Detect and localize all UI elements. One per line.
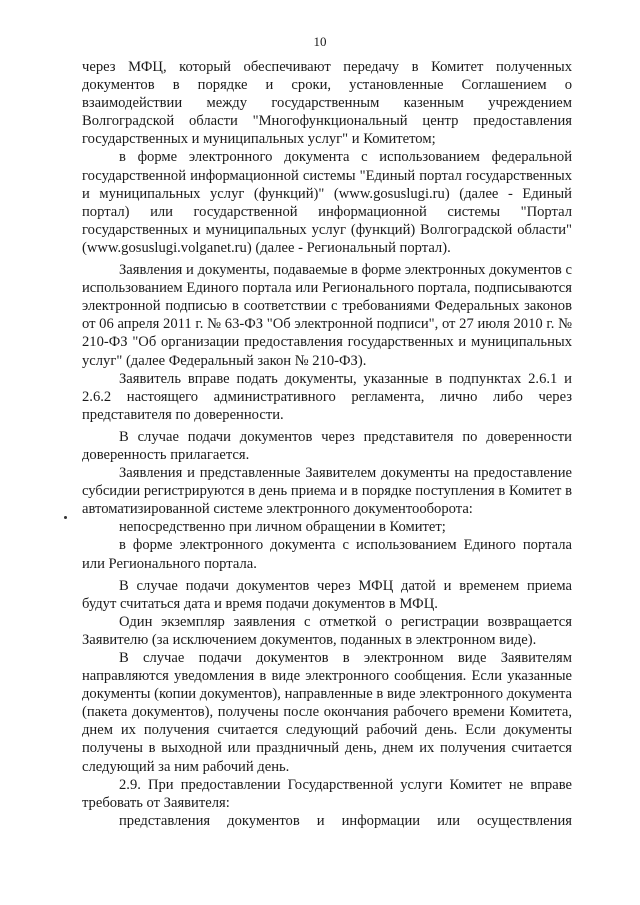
section-2-9: 2.9. При предоставлении Государственной услуги Комитет не вправе требовать от Заявителя: (82, 776, 572, 811)
document-body (82, 58, 572, 830)
paragraph-portal-form: в форме электронного документа с использованием Единого портала или Регионального портала. (82, 537, 572, 572)
paragraph-in-person: непосредственно при личном обращении в Комитет; (119, 519, 446, 536)
paragraph-mfc-date: В случае подачи документов через МФЦ датой и временем приема будут считаться дата и время подачи документов в МФЦ. (82, 577, 572, 612)
page-number: 10 (313, 34, 327, 49)
paragraph-electronic-form: в форме электронного документа с использованием федеральной государственной информационной системы "Единый портал государственных и муниципальных услуг (функций)" (www.gosuslugi.ru) (далее - Единый портал) или государственной информационной системы "Портал государственных и муниципальных услуг (функций) Волгоградской области" (www.gosuslugi.volganet.ru) (далее - Региональный портал). (82, 149, 572, 256)
paragraph-proxy: В случае подачи документов через представителя по доверенности доверенность прилагается. (82, 428, 572, 463)
paragraph-notifications: В случае подачи документов в электронном виде Заявителям направляются уведомления в виде электронного сообщения. Если указанные документы (копии документов), направленные в виде электронного документа (пакета документов), получены после окончания рабочего времени Комитета, днем их получения считается следующий рабочий день. Если документы получены в выходной или праздничный день, днем их получения считается следующий за ним рабочий день. (82, 650, 572, 775)
margin-mark (64, 516, 67, 519)
paragraph-mfc-continuation: через МФЦ, который обеспечивают передачу в Комитет полученных документов в порядке и сроки, установленные Соглашением о взаимодействии между государственным казенным учреждением Волгоградской области "Многофункциональный центр предоставления государственных и муниципальных услуг" и Комитетом; (82, 59, 572, 148)
paragraph-copy-returned: Один экземпляр заявления с отметкой о регистрации возвращается Заявителю (за исключением документов, поданных в электронном виде). (82, 613, 572, 648)
paragraph-registration: Заявления и представленные Заявителем документы на предоставление субсидии регистрируются в день приема и в порядке поступления в Комитет в автоматизированной системе электронного документооборота: (82, 465, 572, 518)
paragraph-applicant-right: Заявитель вправе подать документы, указанные в подпунктах 2.6.1 и 2.6.2 настоящего административного регламента, лично либо через представителя по доверенности. (82, 370, 572, 423)
paragraph-requirement: представления документов и информации или осуществления (119, 812, 572, 829)
paragraph-electronic-signature: Заявления и документы, подаваемые в форме электронных документов с использованием Единого портала или Регионального портала, подписываются электронной подписью в соответствии с требованиями Федеральных законов от 06 апреля 2011 г. № 63-ФЗ "Об электронной подписи", от 27 июля 2010 г. № 210-ФЗ "Об организации предоставления государственных и муниципальных услуг" (далее Федеральный закон № 210-ФЗ). (82, 262, 572, 369)
